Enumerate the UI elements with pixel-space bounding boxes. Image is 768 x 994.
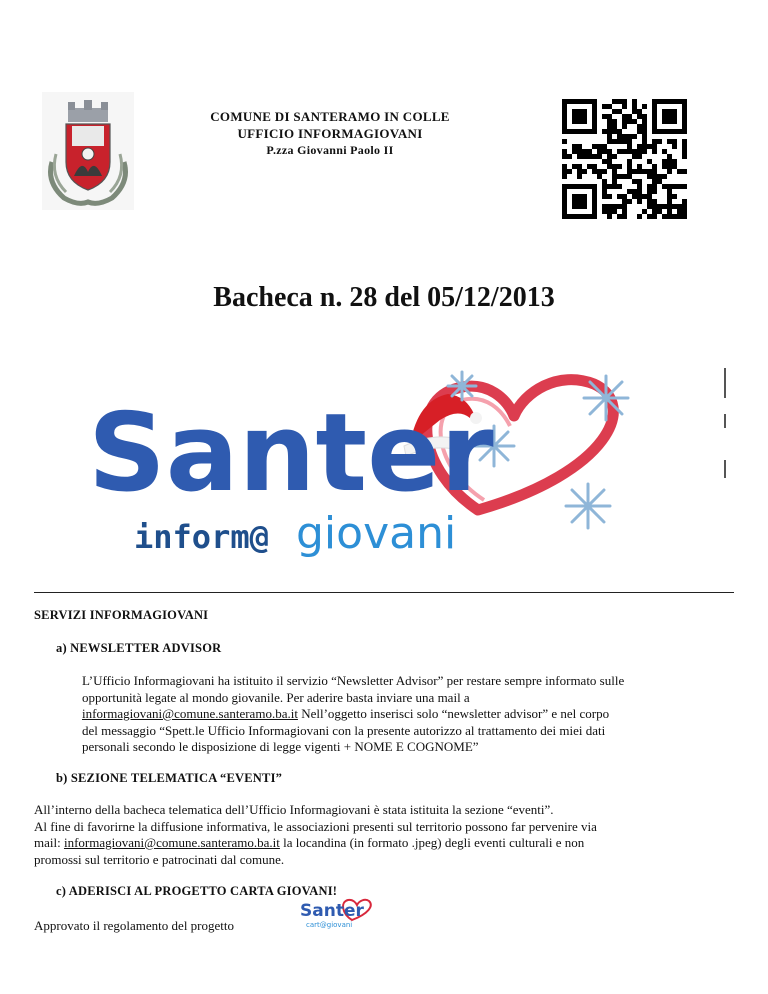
qr-module xyxy=(622,104,627,109)
qr-module xyxy=(597,154,602,159)
section-c-heading: c) ADERISCI AL PROGETTO CARTA GIOVANI! xyxy=(56,884,338,898)
qr-module xyxy=(682,199,687,204)
qr-module xyxy=(632,179,637,184)
qr-module xyxy=(657,209,662,214)
qr-module xyxy=(602,184,607,189)
qr-module xyxy=(607,129,612,134)
qr-module xyxy=(622,114,627,119)
qr-module xyxy=(682,169,687,174)
qr-module xyxy=(647,169,652,174)
qr-module xyxy=(677,214,682,219)
qr-module xyxy=(627,119,632,124)
qr-module xyxy=(637,124,642,129)
qr-module xyxy=(627,144,632,149)
municipality-header xyxy=(150,108,510,159)
qr-module xyxy=(587,164,592,169)
header-line-1: COMUNE DI SANTERAMO IN COLLE xyxy=(210,109,450,124)
santer-cartagiovani-logo xyxy=(300,896,372,930)
section-a-line-4: del messaggio “Spett.le Ufficio Informagiovani con la presente autorizzo al trattamento dei miei dati xyxy=(82,722,606,738)
logo-sub-inform: inform@ xyxy=(134,518,269,556)
qr-module xyxy=(607,204,612,209)
qr-module xyxy=(572,164,577,169)
qr-module xyxy=(612,124,617,129)
small-logo-sub: cart@giovani xyxy=(306,921,353,929)
qr-module xyxy=(642,119,647,124)
qr-module xyxy=(672,159,677,164)
qr-module xyxy=(632,194,637,199)
santer-informagiovani-logo xyxy=(38,360,728,570)
qr-module xyxy=(577,164,582,169)
qr-module xyxy=(667,169,672,174)
qr-module xyxy=(632,189,637,194)
qr-module xyxy=(637,109,642,114)
qr-module xyxy=(632,99,637,104)
header-line-3: P.zza Giovanni Paolo II xyxy=(266,143,394,157)
qr-module xyxy=(627,134,632,139)
qr-module xyxy=(647,199,652,204)
qr-module xyxy=(627,199,632,204)
section-a-line-1: L’Ufficio Informagiovani ha istituito il servizio “Newsletter Advisor” per restare sempre informato sulle xyxy=(82,673,625,688)
qr-module xyxy=(662,149,667,154)
qr-module xyxy=(622,174,627,179)
qr-module xyxy=(652,199,657,204)
qr-module xyxy=(562,164,567,169)
qr-module xyxy=(627,149,632,154)
qr-module xyxy=(622,209,627,214)
qr-module xyxy=(627,164,632,169)
qr-module xyxy=(617,139,622,144)
qr-module xyxy=(667,184,672,189)
qr-module xyxy=(617,99,622,104)
qr-module xyxy=(642,134,647,139)
qr-module xyxy=(647,144,652,149)
section-a-line-2: opportunità legate al mondo giovanile. Per aderire basta inviare una mail a xyxy=(82,689,470,705)
qr-module xyxy=(642,194,647,199)
qr-module xyxy=(607,164,612,169)
qr-module xyxy=(577,174,582,179)
qr-module xyxy=(612,164,617,169)
qr-module xyxy=(612,139,617,144)
qr-module xyxy=(602,194,607,199)
qr-module xyxy=(642,144,647,149)
qr-module xyxy=(637,114,642,119)
qr-module xyxy=(612,209,617,214)
qr-module xyxy=(577,149,582,154)
section-divider xyxy=(34,592,734,593)
qr-module xyxy=(597,169,602,174)
qr-module xyxy=(602,204,607,209)
qr-module xyxy=(652,209,657,214)
qr-module xyxy=(607,194,612,199)
qr-module xyxy=(632,109,637,114)
qr-module xyxy=(562,174,567,179)
qr-module xyxy=(622,204,627,209)
qr-module xyxy=(592,164,597,169)
qr-module xyxy=(622,119,627,124)
qr-module xyxy=(612,184,617,189)
qr-module xyxy=(652,174,657,179)
logo-word-santer: Santer xyxy=(88,391,494,516)
section-a-heading: a) NEWSLETTER ADVISOR xyxy=(56,641,222,655)
qr-module xyxy=(607,119,612,124)
qr-module xyxy=(597,144,602,149)
qr-module xyxy=(637,214,642,219)
qr-module xyxy=(617,134,622,139)
qr-module xyxy=(657,139,662,144)
qr-module xyxy=(632,169,637,174)
qr-module xyxy=(592,169,597,174)
logo-sub-giovani: giovani xyxy=(296,508,457,559)
qr-module xyxy=(637,194,642,199)
qr-module xyxy=(637,199,642,204)
qr-module xyxy=(587,154,592,159)
qr-module xyxy=(667,189,672,194)
qr-module xyxy=(637,169,642,174)
qr-module xyxy=(672,184,677,189)
section-b-line-1: All’interno della bacheca telematica dell’Ufficio Informagiovani è stata istituita la sezione “eventi”. xyxy=(34,802,554,817)
qr-module xyxy=(577,144,582,149)
qr-module xyxy=(582,149,587,154)
qr-module xyxy=(672,144,677,149)
qr-module xyxy=(642,149,647,154)
qr-module xyxy=(622,214,627,219)
qr-module xyxy=(647,159,652,164)
qr-module xyxy=(597,174,602,179)
qr-module xyxy=(637,189,642,194)
qr-module xyxy=(677,209,682,214)
qr-module xyxy=(672,139,677,144)
qr-module xyxy=(622,124,627,129)
section-a-line-3 xyxy=(82,706,742,723)
qr-module xyxy=(682,209,687,214)
qr-module xyxy=(652,139,657,144)
qr-module xyxy=(612,179,617,184)
qr-module xyxy=(682,184,687,189)
qr-module xyxy=(642,129,647,134)
qr-module xyxy=(632,134,637,139)
qr-module xyxy=(642,114,647,119)
qr-module xyxy=(672,164,677,169)
qr-module xyxy=(637,179,642,184)
qr-module xyxy=(612,174,617,179)
qr-module xyxy=(662,204,667,209)
qr-module xyxy=(667,159,672,164)
qr-module xyxy=(602,149,607,154)
qr-module xyxy=(607,139,612,144)
qr-module xyxy=(667,214,672,219)
qr-module xyxy=(612,119,617,124)
qr-module xyxy=(667,154,672,159)
small-logo-word: Santer xyxy=(300,901,364,921)
qr-module xyxy=(647,204,652,209)
qr-module xyxy=(637,144,642,149)
qr-module xyxy=(637,164,642,169)
qr-module xyxy=(652,169,657,174)
section-a-line-5: personali secondo le disposizione di legge vigenti + NOME E COGNOME” xyxy=(82,739,479,754)
qr-module xyxy=(562,139,567,144)
qr-module xyxy=(597,149,602,154)
qr-module xyxy=(562,169,567,174)
qr-module xyxy=(662,164,667,169)
qr-module xyxy=(602,189,607,194)
qr-module xyxy=(612,169,617,174)
qr-module xyxy=(612,204,617,209)
qr-module xyxy=(617,194,622,199)
qr-module xyxy=(662,184,667,189)
section-b-line-2: Al fine di favorirne la diffusione informativa, le associazioni presenti sul territorio possono far pervenire via xyxy=(34,818,597,834)
qr-module xyxy=(622,134,627,139)
qr-module xyxy=(682,139,687,144)
qr-module xyxy=(627,114,632,119)
qr-module xyxy=(672,214,677,219)
qr-module xyxy=(602,129,607,134)
qr-module xyxy=(602,179,607,184)
qr-module xyxy=(627,159,632,164)
qr-module xyxy=(667,209,672,214)
qr-module xyxy=(607,154,612,159)
services-heading: SERVIZI INFORMAGIOVANI xyxy=(34,608,209,622)
qr-module xyxy=(607,149,612,154)
qr-module xyxy=(617,149,622,154)
qr-module xyxy=(677,169,682,174)
section-b-line-3 xyxy=(34,835,744,852)
qr-module xyxy=(602,114,607,119)
qr-module xyxy=(647,174,652,179)
section-b-line-3-rest: la locandina (in formato .jpeg) degli eventi culturali e non xyxy=(279,835,585,850)
qr-module xyxy=(612,99,617,104)
qr-module xyxy=(632,154,637,159)
qr-module xyxy=(672,194,677,199)
qr-module xyxy=(637,154,642,159)
section-b-line-3-pre: mail: xyxy=(34,835,64,850)
qr-module xyxy=(652,204,657,209)
qr-module xyxy=(582,169,587,174)
qr-module xyxy=(622,139,627,144)
qr-module xyxy=(682,144,687,149)
qr-module xyxy=(642,124,647,129)
qr-module xyxy=(602,159,607,164)
qr-module xyxy=(647,194,652,199)
qr-module xyxy=(617,164,622,169)
qr-module xyxy=(582,154,587,159)
qr-module xyxy=(657,179,662,184)
qr-module xyxy=(622,199,627,204)
qr-module xyxy=(667,204,672,209)
qr-module xyxy=(617,129,622,134)
qr-module xyxy=(617,184,622,189)
qr-module xyxy=(682,214,687,219)
qr-module xyxy=(632,119,637,124)
qr-module xyxy=(657,174,662,179)
qr-module xyxy=(602,209,607,214)
qr-module xyxy=(647,214,652,219)
qr-module xyxy=(612,109,617,114)
qr-module xyxy=(682,149,687,154)
qr-module xyxy=(652,189,657,194)
qr-module xyxy=(567,154,572,159)
section-b-email-link[interactable]: informagiovani@comune.santeramo.ba.it xyxy=(63,835,280,850)
qr-module xyxy=(677,184,682,189)
qr-module xyxy=(587,149,592,154)
qr-module xyxy=(572,144,577,149)
qr-module xyxy=(637,129,642,134)
qr-module xyxy=(642,169,647,174)
qr-module xyxy=(612,129,617,134)
qr-module xyxy=(652,149,657,154)
qr-module xyxy=(607,159,612,164)
qr-module xyxy=(672,204,677,209)
right-edge-marks xyxy=(724,368,726,478)
qr-module xyxy=(637,149,642,154)
qr-module xyxy=(617,214,622,219)
header-line-2: UFFICIO INFORMAGIOVANI xyxy=(237,126,423,141)
qr-module xyxy=(622,194,627,199)
section-a-line-3-rest: Nell’oggetto inserisci solo “newsletter advisor” e nel corpo xyxy=(297,706,610,721)
qr-module xyxy=(662,159,667,164)
coat-of-arms-image xyxy=(42,92,134,210)
qr-module xyxy=(642,104,647,109)
qr-module xyxy=(627,139,632,144)
qr-module xyxy=(642,209,647,214)
qr-module xyxy=(667,194,672,199)
qr-module xyxy=(667,199,672,204)
qr-module xyxy=(577,154,582,159)
qr-module xyxy=(632,104,637,109)
qr-module xyxy=(567,169,572,174)
section-a-email-link[interactable]: informagiovani@comune.santeramo.ba.it xyxy=(82,706,298,721)
qr-module xyxy=(607,209,612,214)
qr-module xyxy=(627,189,632,194)
qr-module xyxy=(622,99,627,104)
qr-module xyxy=(642,139,647,144)
qr-module xyxy=(607,214,612,219)
qr-module xyxy=(682,204,687,209)
qr-module xyxy=(607,104,612,109)
section-b-heading: b) SEZIONE TELEMATICA “EVENTI” xyxy=(56,771,283,785)
qr-module xyxy=(657,204,662,209)
qr-module xyxy=(607,134,612,139)
qr-module xyxy=(577,169,582,174)
page-title: Bacheca n. 28 del 05/12/2013 xyxy=(213,282,555,313)
qr-module xyxy=(617,109,622,114)
qr-module xyxy=(652,164,657,169)
qr-module xyxy=(627,174,632,179)
qr-module xyxy=(617,174,622,179)
qr-module xyxy=(617,204,622,209)
qr-module xyxy=(607,124,612,129)
qr-module xyxy=(607,184,612,189)
qr-module xyxy=(667,139,672,144)
qr-module xyxy=(677,204,682,209)
qr-module xyxy=(572,149,577,154)
qr-module xyxy=(667,164,672,169)
qr-module xyxy=(662,214,667,219)
qr-module xyxy=(562,149,567,154)
qr-module xyxy=(647,189,652,194)
qr-module xyxy=(602,144,607,149)
qr-module xyxy=(652,214,657,219)
qr-module xyxy=(682,154,687,159)
section-b-line-4: promossi sul territorio e patrocinati dal comune. xyxy=(34,851,285,867)
qr-module xyxy=(592,154,597,159)
qr-module xyxy=(652,179,657,184)
qr-module xyxy=(607,114,612,119)
qr-module xyxy=(637,184,642,189)
section-a-body xyxy=(82,673,742,756)
qr-module xyxy=(652,144,657,149)
qr-module xyxy=(622,149,627,154)
qr-module xyxy=(662,174,667,179)
qr-module xyxy=(647,184,652,189)
qr-module xyxy=(627,169,632,174)
qr-module xyxy=(592,144,597,149)
qr-module xyxy=(652,184,657,189)
qr-module xyxy=(602,169,607,174)
section-b-body xyxy=(34,802,744,868)
qr-module xyxy=(602,104,607,109)
qr-module xyxy=(562,154,567,159)
qr-module xyxy=(632,149,637,154)
qr-module xyxy=(612,154,617,159)
section-c-text: Approvato il regolamento del progetto xyxy=(34,918,235,933)
qr-code-image xyxy=(562,99,687,219)
